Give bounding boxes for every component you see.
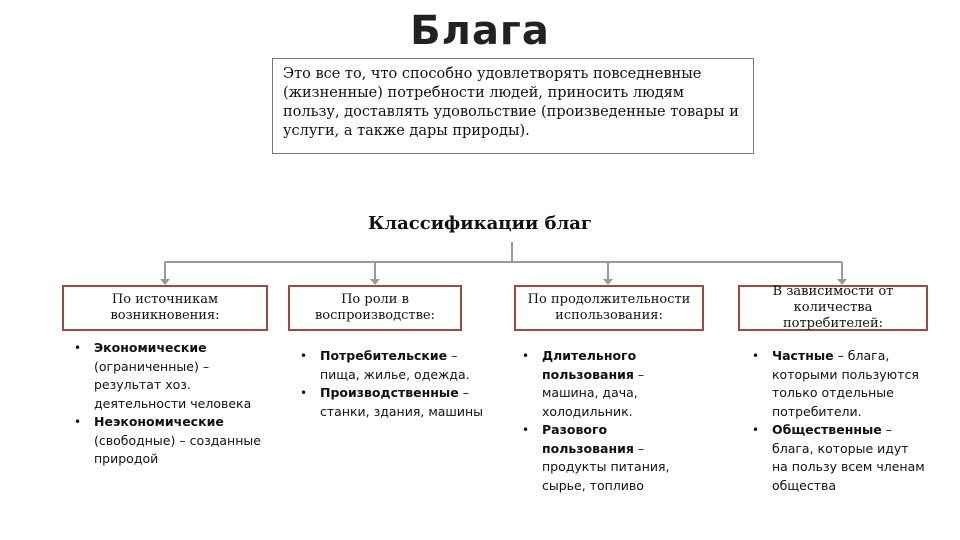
- item-desc: – продукты питания, сырье, топливо: [542, 440, 670, 493]
- item-term: Общественные: [772, 422, 882, 437]
- item-term: Экономические: [94, 340, 207, 355]
- category-box-sources: По источникам возникновения:: [62, 285, 268, 331]
- category-box-duration: По продолжительности использования:: [514, 285, 704, 331]
- definition-box: Это все то, что способно удовлетворять повседневные (жизненные) потребности людей, приносить людям пользу, доставлять удовольствие (произведенные товары и услуги, а также дары природы).: [272, 58, 754, 154]
- page-title: Блага: [410, 8, 550, 54]
- item-term: Длительного пользования: [542, 348, 637, 382]
- item-term: Частные: [772, 348, 834, 363]
- category-list-reproduction: [298, 347, 494, 421]
- category-list-consumers: [750, 347, 928, 495]
- category-box-reproduction: По роли в воспроизводстве:: [288, 285, 462, 331]
- item-term: Разового пользования: [542, 422, 634, 456]
- item-desc: – блага, которые идут на пользу всем членам общества: [772, 422, 925, 493]
- category-box-consumers: В зависимости от количества потребителей:: [738, 285, 928, 331]
- list-item: [298, 347, 494, 384]
- list-item: [750, 421, 928, 495]
- list-item: [520, 421, 700, 495]
- item-term: Неэкономические: [94, 414, 224, 429]
- list-item: [520, 347, 700, 421]
- item-desc: – станки, здания, машины: [320, 385, 484, 419]
- list-item: [72, 339, 272, 413]
- item-desc: (свободные) – созданные природой: [94, 432, 261, 466]
- classification-title: Классификации благ: [368, 213, 592, 234]
- list-item: [750, 347, 928, 421]
- item-term: Потребительские: [320, 348, 448, 363]
- item-desc: – пища, жилье, одежда.: [320, 348, 470, 382]
- item-desc: (ограниченные) – результат хоз. деятельности человека: [94, 358, 252, 411]
- item-term: Производственные: [320, 385, 459, 400]
- item-desc: – блага, которыми пользуются только отдельные потребители.: [772, 348, 919, 419]
- list-item: [72, 413, 272, 469]
- category-list-duration: [520, 347, 700, 495]
- item-desc: – машина, дача, холодильник.: [542, 366, 645, 419]
- list-item: [298, 384, 494, 421]
- category-list-sources: [72, 339, 272, 469]
